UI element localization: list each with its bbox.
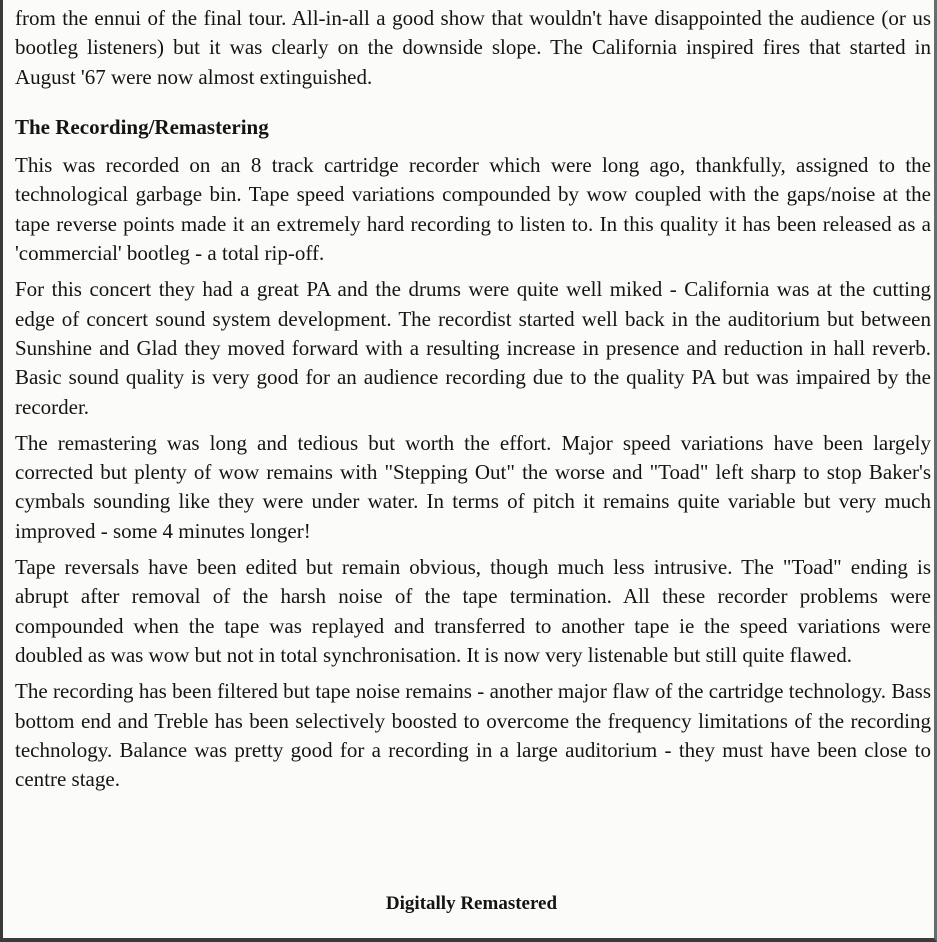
paragraph-tape-reversals: Tape reversals have been edited but remain obvious, though much less intrusive. The "Toad" ending is abrupt after removal of the harsh noise of the tape termination. All these recorder problems were compounded when the tape was replayed and transferred to another tape ie the speed variations were doubled as was wow but not in total synchronisation. It is now very listenable but still quite flawed.: [15, 555, 931, 667]
paragraph-filtering: The recording has been filtered but tape noise remains - another major flaw of the cartridge technology. Bass bottom end and Treble has been selectively boosted to overcome the frequency limitations of the recording technology. Balance was pretty good for a recording in a large auditorium - they must have been close to centre stage.: [15, 679, 931, 792]
paragraph-remastering: The remastering was long and tedious but worth the effort. Major speed variations have been largely corrected but plenty of wow remains with "Stepping Out" the worse and "Toad" left sharp to stop Baker's cymbals sounding like they were under water. In terms of pitch it remains quite variable but very much improved - some 4 minutes longer!: [15, 430, 931, 543]
paragraph-recording: This was recorded on an 8 track cartridge recorder which were long ago, thankfully, assigned to the technological garbage bin. Tape speed variations compounded by wow coupled with the gaps/noise at the tape reverse points made it an extremely hard recording to listen to. In this quality it has been released as a 'commercial' bootleg - a total rip-off.: [15, 153, 931, 266]
section-heading: The Recording/Remastering: [15, 114, 269, 139]
paragraph-pa: For this concert they had a great PA and the drums were quite well miked - California was at the cutting edge of concert sound system development. The recordist started well back in the auditorium but between Sunshine and Glad they moved forward with a resulting increase in presence and reduction in hall reverb. Basic sound quality is very good for an audience recording due to the quality PA but was impaired by the recorder.: [15, 277, 931, 419]
footer-title: Digitally Remastered: [385, 893, 558, 914]
intro-paragraph: from the ennui of the final tour. All-in-all a good show that wouldn't have disappointed the audience (or us bootleg listeners) but it was clearly on the downside slope. The California inspired fires that started in August '67 were now almost extinguished.: [15, 6, 931, 89]
liner-notes-text: [15, 4, 931, 794]
